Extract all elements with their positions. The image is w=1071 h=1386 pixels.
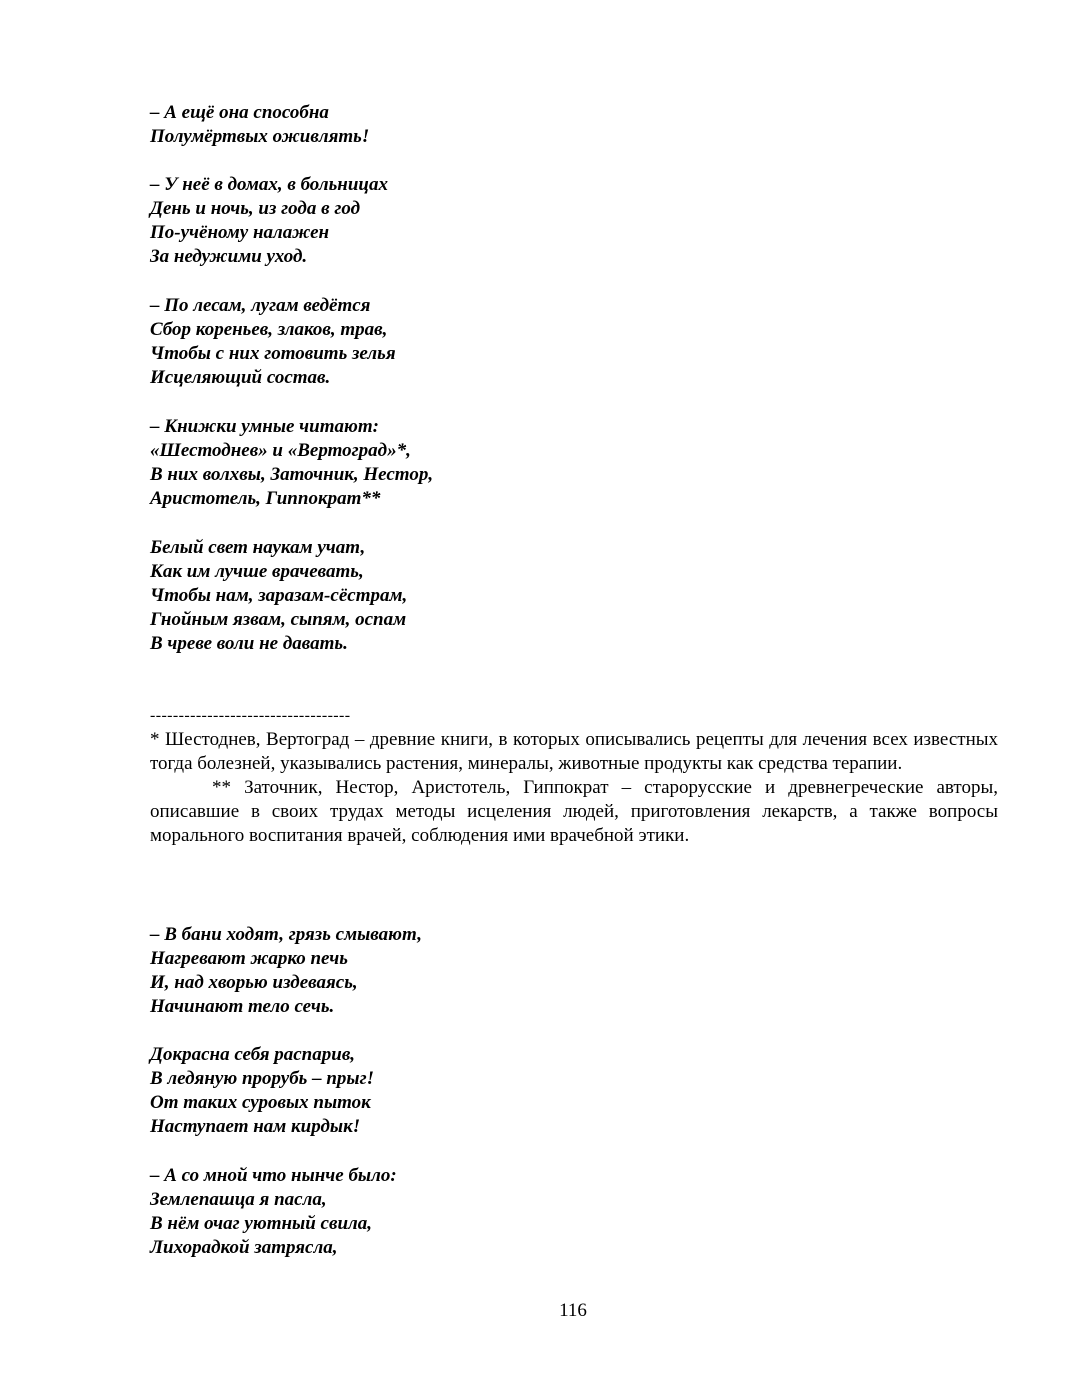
poem-line: Начинают тело сечь. <box>150 996 335 1017</box>
footnotes <box>150 728 998 848</box>
footnote: ** Заточник, Нестор, Аристотель, Гиппократ – старорусские и древнегреческие авторы, описавшие в своих трудах методы исцеления людей, приготовления лекарств, а также вопросы морального воспитания врачей, соблюдения ими врачебной этики. <box>150 777 998 846</box>
footnote: * Шестоднев, Вертоград – древние книги, в которых описывались рецепты для лечения всех известных тогда болезней, указывались растения, минералы, животные продукты как средства терапии. <box>150 729 998 774</box>
poem-line: Чтобы нам, заразам-сёстрам, <box>150 585 408 606</box>
poem-stanza <box>150 101 369 149</box>
poem-stanza <box>150 1043 374 1139</box>
poem-line: Исцеляющий состав. <box>150 367 331 388</box>
poem-line: Сбор кореньев, злаков, трав, <box>150 319 388 340</box>
poem-line: Землепашца я пасла, <box>150 1189 327 1210</box>
poem-line: В них волхвы, Заточник, Нестор, <box>150 464 434 485</box>
poem-line: В нём очаг уютный свила, <box>150 1213 373 1234</box>
poem-line: Нагревают жарко печь <box>150 948 348 969</box>
poem-line: – А со мной что нынче было: <box>150 1165 397 1186</box>
poem-line: Полумёртвых оживлять! <box>150 126 370 147</box>
poem-line: – У неё в домах, в больницах <box>150 174 388 195</box>
poem-stanza <box>150 1164 397 1260</box>
poem-stanza <box>150 536 407 656</box>
poem-line: Как им лучше врачевать, <box>150 561 364 582</box>
poem-line: – Книжки умные читают: <box>150 416 379 437</box>
poem-line: В ледяную прорубь – прыг! <box>150 1068 375 1089</box>
poem-line: День и ночь, из года в год <box>150 198 361 219</box>
poem-line: – А ещё она способна <box>150 102 329 123</box>
poem-stanza <box>150 173 388 269</box>
poem-line: – По лесам, лугам ведётся <box>150 295 371 316</box>
poem-line: Лихорадкой затрясла, <box>150 1237 338 1258</box>
poem-line: За недужими уход. <box>150 246 308 267</box>
poem-line: «Шестоднев» и «Вертоград»*, <box>150 440 411 461</box>
poem-stanza <box>150 415 433 511</box>
poem-line: – В бани ходят, грязь смывают, <box>150 924 423 945</box>
poem-line: Чтобы с них готовить зелья <box>150 343 396 364</box>
poem-line: От таких суровых пыток <box>150 1092 371 1113</box>
poem-line: Гнойным язвам, сыпям, оспам <box>150 609 407 630</box>
page-number: 116 <box>559 1300 587 1321</box>
poem-stanza <box>150 923 422 1019</box>
poem-line: Наступает нам кирдык! <box>150 1116 361 1137</box>
poem-line: Аристотель, Гиппократ** <box>150 488 381 509</box>
poem-line: В чреве воли не давать. <box>150 633 348 654</box>
poem-line: По-учёному налажен <box>150 222 330 243</box>
poem-line: И, над хворью издеваясь, <box>150 972 358 993</box>
poem-line: Белый свет наукам учат, <box>150 537 366 558</box>
footnote-separator: ----------------------------------- <box>150 707 351 724</box>
poem-stanza <box>150 294 396 390</box>
poem-line: Докрасна себя распарив, <box>150 1044 356 1065</box>
